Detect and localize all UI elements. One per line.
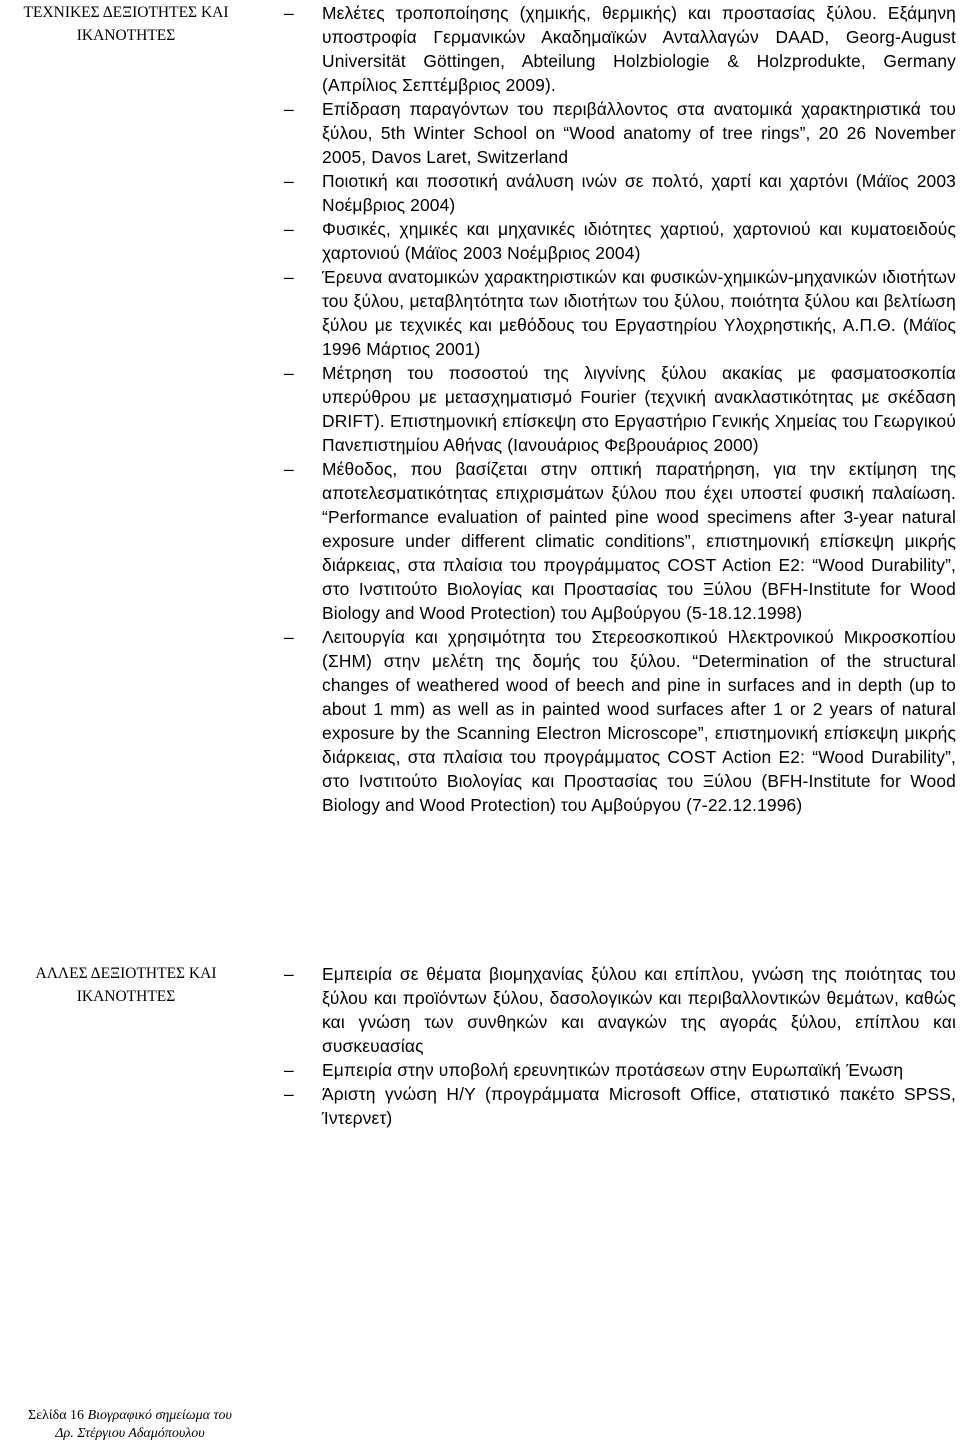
list-item bbox=[284, 962, 956, 1058]
list-item bbox=[284, 265, 956, 361]
list-item bbox=[284, 1082, 956, 1130]
heading-line: ΙΚΑΝΟΤΗΤΕΣ bbox=[76, 27, 176, 44]
footer-author: Δρ. Στέργιου Αδαμόπουλου bbox=[55, 1426, 205, 1441]
list-item bbox=[284, 625, 956, 817]
technical-skills-heading bbox=[0, 1, 252, 47]
heading-line: ΑΛΛΕΣ ΔΕΞΙΟΤΗΤΕΣ ΚΑΙ bbox=[35, 965, 217, 982]
technical-skills-list bbox=[284, 1, 956, 817]
item-text: Μέτρηση του ποσοστού της λιγνίνης ξύλου ακακίας με φασματοσκοπία υπερύθρου με μετασχηματισμό Fourier (τεχνική ανακλαστικότητας με σκέδαση DRIFT). Επιστημονική επίσκεψη στο Εργαστήριο Γενικής Χημείας του Γεωργικού Πανεπιστημίου Αθήνας (Ιανουάριος Φεβρουάριος 2000) bbox=[322, 363, 956, 455]
item-text: Εμπειρία στην υποβολή ερευνητικών προτάσεων στην Ευρωπαϊκή Ένωση bbox=[322, 1060, 904, 1080]
item-text: Έρευνα ανατομικών χαρακτηριστικών και φυσικών-χημικών-μηχανικών ιδιοτήτων του ξύλου, μεταβλητότητα των ιδιοτήτων του ξύλου, ποιότητα ξύλου και βελτίωση ξύλου με τεχνικές και μεθόδους του Εργαστηρίου Υλοχρηστικής, Α.Π.Θ. (Μάϊος 1996 Μάρτιος 2001) bbox=[322, 267, 956, 359]
item-text: Επίδραση παραγόντων του περιβάλλοντος στα ανατομικά χαρακτηριστικά του ξύλου, 5th Winter School on “Wood anatomy of tree rings”, 20 26 November 2005, Davos Laret, Switzerland bbox=[322, 99, 956, 167]
dash-bullet: – bbox=[284, 1060, 294, 1080]
list-item bbox=[284, 457, 956, 625]
heading-line: ΤΕΧΝΙΚΕΣ ΔΕΞΙΟΤΗΤΕΣ ΚΑΙ bbox=[23, 4, 229, 21]
list-item bbox=[284, 97, 956, 169]
dash-bullet: – bbox=[284, 171, 294, 191]
other-skills-heading bbox=[0, 962, 252, 1008]
dash-bullet: – bbox=[284, 363, 294, 383]
item-text: Λειτουργία και χρησιμότητα του Στερεοσκοπικού Ηλεκτρονικού Μικροσκοπίου (ΣΗΜ) στην μελέτη της δομής του ξύλου. “Determination of the structural changes of weathered wood of beech and pine in surfaces and in depth (up to about 1 mm) as well as in painted wood surfaces after 1 or 2 years of natural exposure by the Scanning Electron Microscope”, επιστημονική επίσκεψη μικρής διάρκειας, στα πλαίσια του προγράμματος COST Action E2: “Wood Durability”, στο Ινστιτούτο Βιολογίας και Προστασίας του Ξύλου (BFH-Institute for Wood Biology and Wood Protection) του Αμβούργου (7-22.12.1996) bbox=[322, 627, 956, 815]
page-footer bbox=[0, 1407, 260, 1443]
footer-line bbox=[0, 1407, 260, 1425]
list-item bbox=[284, 1058, 956, 1082]
item-text: Εμπειρία σε θέματα βιομηχανίας ξύλου και επίπλου, γνώση της ποιότητας του ξύλου και προϊόντων ξύλου, δασολογικών και περιβαλλοντικών θεμάτων, καθώς και γνώση των συνθηκών και αναγκών της αγοράς ξύλου, επίπλου και συσκευασίας bbox=[322, 964, 956, 1056]
dash-bullet: – bbox=[284, 627, 294, 647]
footer-cv-label: Βιογραφικό σημείωμα του bbox=[87, 1408, 232, 1423]
dash-bullet: – bbox=[284, 267, 294, 287]
item-text: Ποιοτική και ποσοτική ανάλυση ινών σε πολτό, χαρτί και χαρτόνι (Μάϊος 2003 Νοέμβριος 2004) bbox=[322, 171, 956, 215]
dash-bullet: – bbox=[284, 3, 294, 23]
item-text: Φυσικές, χημικές και μηχανικές ιδιότητες χαρτιού, χαρτονιού και κυματοειδούς χαρτονιού (Μάϊος 2003 Νοέμβριος 2004) bbox=[322, 219, 956, 263]
item-text: Άριστη γνώση Η/Υ (προγράμματα Microsoft Office, στατιστικό πακέτο SPSS, Ίντερνετ) bbox=[322, 1084, 956, 1128]
list-item bbox=[284, 169, 956, 217]
other-skills-list bbox=[284, 962, 956, 1130]
list-item bbox=[284, 361, 956, 457]
list-item bbox=[284, 217, 956, 265]
dash-bullet: – bbox=[284, 1084, 294, 1104]
page-number: Σελίδα 16 bbox=[28, 1408, 85, 1423]
item-text: Μελέτες τροποποίησης (χημικής, θερμικής) και προστασίας ξύλου. Εξάμηνη υποστροφία Γερμανικών Ακαδημαϊκών Ανταλλαγών DAAD, Georg-August Universität Göttingen, Abteilung Holzbiologie & Holzprodukte, Germany (Απρίλιος Σεπτέμβριος 2009). bbox=[322, 3, 956, 95]
item-text: Μέθοδος, που βασίζεται στην οπτική παρατήρηση, για την εκτίμηση της αποτελεσματικότητας επιχρισμάτων ξύλου που έχει υποστεί φυσική παλαίωση. “Performance evaluation of painted pine wood specimens after 3-year natural exposure under different climatic conditions”, επιστημονική επίσκεψη μικρής διάρκειας, στα πλαίσια του προγράμματος COST Action E2: “Wood Durability”, στο Ινστιτούτο Βιολογίας και Προστασίας του Ξύλου (BFH-Institute for Wood Biology and Wood Protection) του Αμβούργου (5-18.12.1998) bbox=[322, 459, 956, 623]
list-item bbox=[284, 1, 956, 97]
dash-bullet: – bbox=[284, 459, 294, 479]
dash-bullet: – bbox=[284, 99, 294, 119]
heading-line: ΙΚΑΝΟΤΗΤΕΣ bbox=[76, 988, 176, 1005]
dash-bullet: – bbox=[284, 219, 294, 239]
dash-bullet: – bbox=[284, 964, 294, 984]
